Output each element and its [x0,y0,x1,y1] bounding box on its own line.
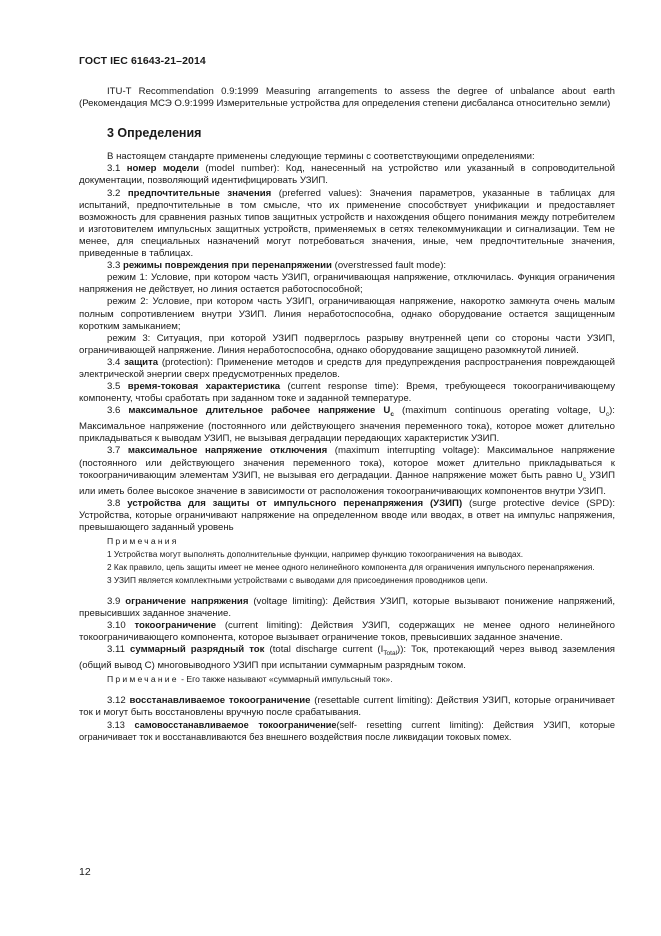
definition-body-cont: ): Максимальное напряжение (постоянного или действующего значения переменного тока), которое может длительно прикладываться к выводам УЗИП, не вызывая деградации передающих характеристик УЗИП. [79,405,615,445]
subscript: Total [383,650,398,658]
definition-3-11-note [79,673,615,685]
definition-number: 3.4 [107,356,121,368]
standard-header: ГОСТ IEC 61643-21–2014 [79,55,206,67]
definition-body: (preferred values): Значения параметров, указанные в таблицах для испытаний, предпочтительные в том смысле, что их применение способствует унификации и предоставляет возможность для сравнения разных типов защитных устройств и нахождения общего понимания между потребителем и изготовителем импульсных защитных устройств, применяемых в сетях телекоммуникации и сигнализации. Тем не менее, для специальных назначений могут потребоваться значения, иные, чем предпочтительные значения, приведенные в таблицах. [79,187,615,260]
definition-body: (voltage limiting): Действия УЗИП, которые вызывают понижение напряжений, превысивших заданное значение. [79,596,615,620]
definition-term: защита [124,356,159,368]
subscript: c [605,411,610,419]
definition-term: время-токовая характеристика [127,381,281,393]
definition-3-6 [79,405,615,445]
definition-body: (total discharge current (I [264,644,384,656]
definition-3-5 [79,381,615,405]
definition-term: ограничение напряжения [125,596,249,608]
note-1: 1 Устройства могут выполнять дополнительные функции, например функцию токоограничения на выводах. [107,549,524,560]
definition-number: 3.13 [107,719,125,730]
definition-term: токоограничение [134,620,217,632]
definition-number: 3.6 [107,405,121,417]
definition-number: 3.2 [107,187,121,199]
definition-term: восстанавливаемое токоограничение [129,694,311,706]
definition-body: (maximum interrupting voltage): Максимальное напряжение (постоянного или действующего значения переменного тока), которое может длительно прикладываться к токоограничивающим элементам УЗИП, не вызывая его деградации. Данное напряжение может быть равно U [79,445,616,481]
definition-3-13 [79,719,615,743]
definition-body: (self- resetting current limiting): Действия УЗИП, которые ограничивает ток и восстанавливаются без внешнего воздействия после ликвидации токовых помех. [79,719,616,742]
page-content [79,86,615,743]
definition-term: самовосстанавливаемое токоограничение [134,719,337,730]
definition-3-2 [79,188,615,261]
page-number: 12 [79,866,91,878]
definition-3-3 [79,260,615,272]
definition-body-cont: УЗИП или иметь более высокое значение в зависимости от расположения токоограничивающих компонентов внутри УЗИП. [79,469,616,497]
reference-entry: ITU-T Recommendation 0.9:1999 Measuring arrangements to assess the degree of unbalance about earth (Рекомендация МСЭ О.9:1999 Измерительные устройства для определения степени дисбаланса относительно земли) [79,86,615,110]
definition-term: устройства для защиты от импульсного перенапряжения (УЗИП) [127,497,463,509]
definition-number: 3.10 [107,620,126,632]
definition-term: максимальное напряжение отключения [127,445,328,457]
note-text: - Его также называют «суммарный импульсный ток». [178,673,393,684]
section-title: 3 Определения [107,126,202,141]
definition-term: предпочтительные значения [127,187,272,199]
definition-term: максимальное длительное рабочее напряжение U [128,405,391,417]
note-label: Примечание [107,673,179,684]
definition-3-10 [79,620,615,644]
definition-number: 3.5 [107,381,121,393]
definition-body: (surge protective device (SPD): Устройства, которые ограничивают напряжение на определенном вводе или вводах, в ответ на импульс напряжения, превышающего заданный уровень [79,497,615,533]
definition-body: (current response time): Время, требующееся токоограничивающему компоненту, чтобы сработать при заданном токе и заданной температуре. [79,381,615,405]
definition-3-4 [79,357,615,381]
preamble: В настоящем стандарте применены следующие термины с соответствующими определениями: [107,151,535,163]
fault-mode-2: режим 2: Условие, при котором часть УЗИП, ограничивающая напряжение, накоротко замкнута очень малым полным сопротивлением внутри УЗИП. Линия неработоспособна, однако оборудование остается защищенным коротким замыканием; [79,296,615,332]
definition-body: (protection): Применение методов и средств для предупреждения распространения повреждающей электрической энергии сверх предусмотренных пределов. [79,356,615,380]
definition-number: 3.8 [107,497,121,509]
notes-title: Примечания [107,536,179,546]
definition-3-7 [79,445,615,497]
definition-body-cont: )): Ток, протекающий через вывод заземления (общий вывод С) многовыводного УЗИП при испытании суммарным разрядным током. [79,644,615,672]
note-2: 2 Как правило, цепь защиты имеет не менее одного нелинейного компонента для ограничения импульсного перенапряжения. [107,562,595,573]
definition-body: (model number): Код, нанесенный на устройство или указанный в сопроводительной документации, позволяющий идентифицировать УЗИП. [79,163,616,187]
definition-term: режимы повреждения при перенапряжении [123,260,332,272]
definition-3-12 [79,695,615,719]
definition-3-9 [79,596,615,620]
definition-number: 3.7 [107,445,121,457]
definition-body: (current limiting): Действия УЗИП, содержащих не менее одного нелинейного токоограничивающего компонента, которое вызывает ограничение токов, превысивших заданное значение. [79,620,616,644]
subscript: c [390,411,394,419]
definition-number: 3.12 [107,694,126,706]
definition-number: 3.9 [107,596,121,608]
definition-3-11 [79,644,615,672]
definition-body: (overstressed fault mode): [331,260,447,272]
definition-number: 3.11 [107,644,125,656]
definition-3-1 [79,163,615,187]
definition-term: номер модели [126,163,199,175]
definition-body: (resettable current limiting): Действия УЗИП, которые ограничивает ток и могут быть восстановлены вручную после срабатывания. [79,694,615,718]
definition-3-8 [79,498,615,534]
definition-number: 3.1 [107,163,121,175]
subscript: c [582,475,587,483]
note-3: 3 УЗИП является комплектными устройствами с выводами для присоединения проводников цепи. [107,575,488,586]
fault-mode-1: режим 1: Условие, при котором часть УЗИП, ограничивающая напряжение, отключилась. Функция ограничения напряжения не действует, но линия остается работоспособной; [79,272,615,296]
fault-mode-3: режим 3: Ситуация, при которой УЗИП подверглось разрыву внутренней цепи со стороны части УЗИП, ограничивающей напряжение. Линия неработоспособна, однако оборудование защищено разомкнутой линией. [79,332,615,356]
definition-number: 3.3 [107,260,121,272]
definition-body: (maximum continuous operating voltage, U [393,405,606,417]
definition-term: суммарный разрядный ток [130,644,265,656]
